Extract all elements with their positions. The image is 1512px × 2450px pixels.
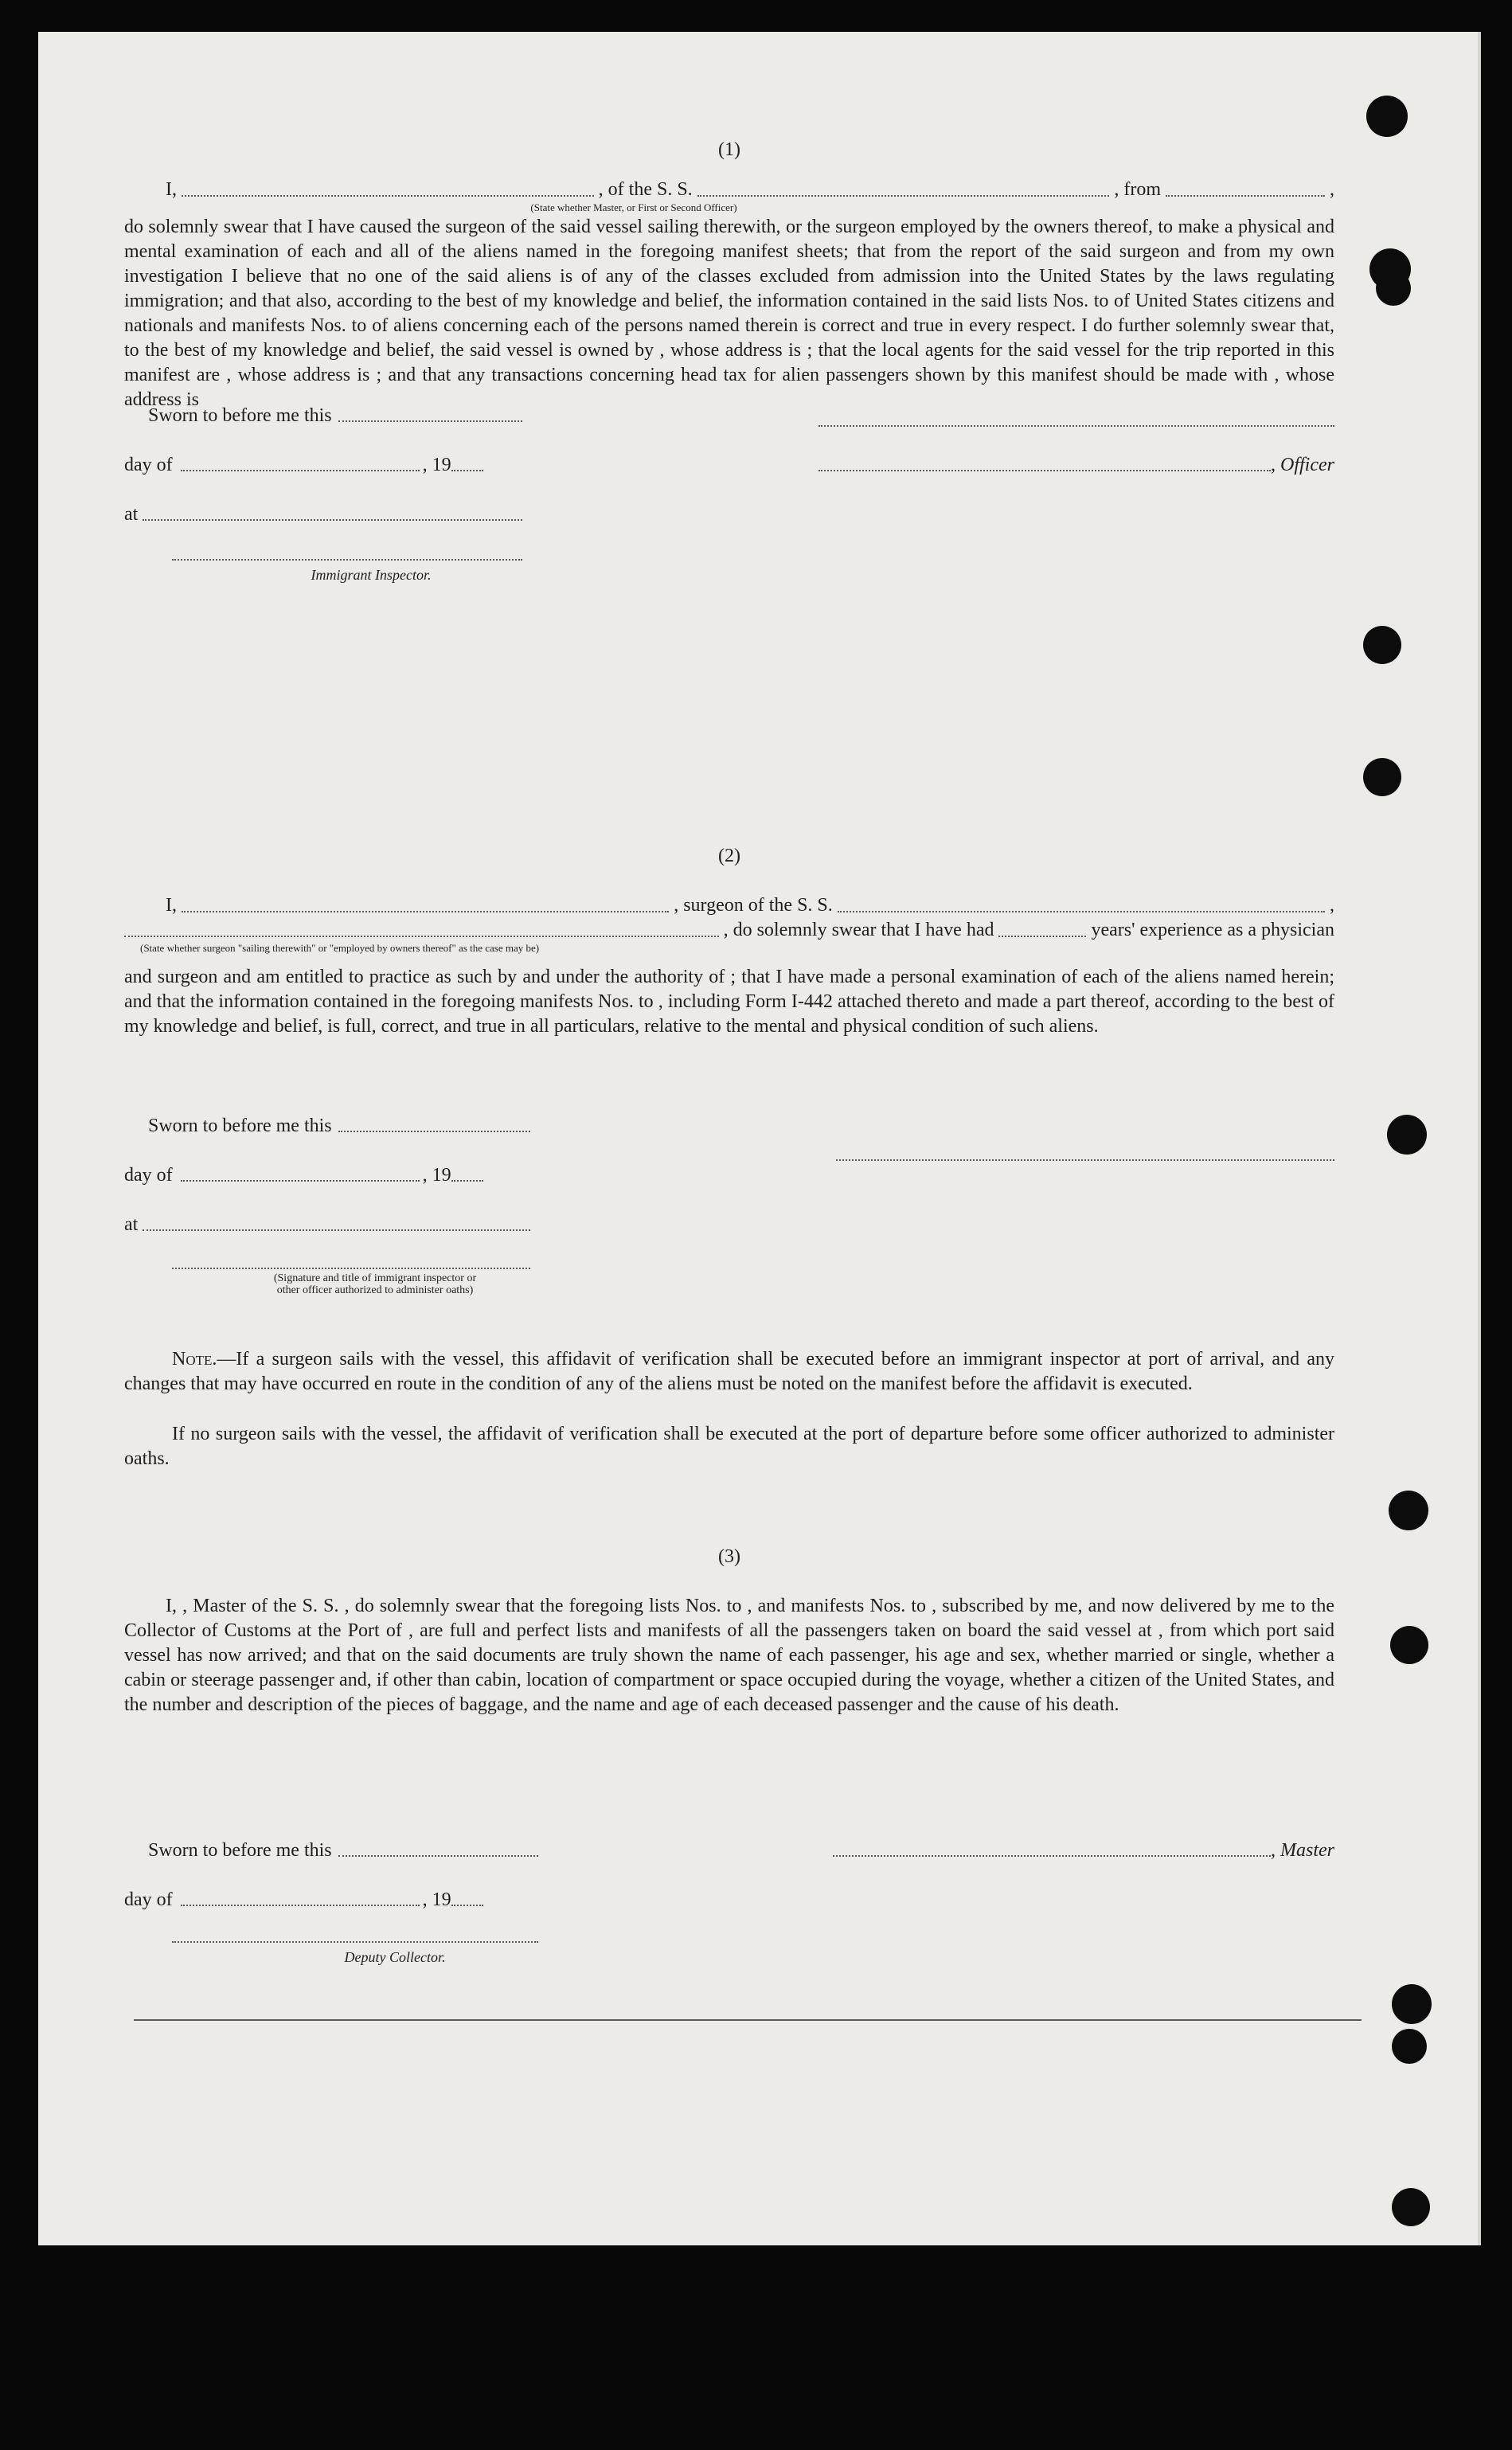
master-signature-block: , Master [833, 1833, 1334, 1862]
name-field [182, 893, 669, 912]
punch-hole [1389, 1491, 1428, 1530]
field-note: (State whether Master, or First or Second Officer) [530, 201, 737, 213]
punch-hole [1363, 758, 1401, 796]
affidavit-body: I, , Master of the S. S. , do solemnly swear that the foregoing lists Nos. to , and manifests Nos. to , subscribed by me, and now delivered by me to the Collector of Customs at the Port of , are full and perfect lists and manifests of all the passengers taken on board the said vessel at , from which port said vessel has now arrived; and that on the said documents are truly shown the name of each passenger, his age and sex, whether married or single, whether a cabin or steerage passenger and, if other than cabin, location of compartment or space occupied during the voyage, whether a citizen of the United States, and the number and description of the pieces of baggage, and the name and age of each deceased passenger and the cause of his death. [124, 1596, 1334, 1715]
year-field [451, 1180, 483, 1182]
signature-caption: other officer authorized to administer oaths) [276, 1284, 474, 1296]
section-number: (2) [718, 846, 740, 866]
punch-hole [1363, 626, 1401, 664]
master-signature-line [833, 1855, 1271, 1857]
vessel-field [697, 178, 1110, 197]
officer-signature-line [172, 1268, 530, 1269]
affidavit-opening-line: I, , of the S. S. , from , (State whether Master, or First or Second Officer) [124, 178, 1334, 213]
note-paragraph: If no surgeon sails with the vessel, the affidavit of verification shall be executed at the port of departure before some officer authorized to administer oaths. [124, 1424, 1334, 1469]
surgeon-type-field [124, 918, 719, 937]
inspector-caption: Immigrant Inspector. [311, 567, 432, 583]
field-note: (State whether surgeon "sailing therewith" or "employed by owners thereof" as the case may be) [140, 942, 540, 954]
sworn-date-field [338, 1131, 530, 1132]
sworn-block: Sworn to before me this day of , 19 at (Signature and title of immigrant inspector or other officer authorized to administer oaths) [124, 1108, 530, 1296]
day-field [181, 470, 420, 471]
sworn-date-field [338, 1855, 538, 1857]
officer-signature-line [819, 470, 1271, 471]
day-field [181, 1180, 420, 1182]
punch-hole [1392, 2188, 1430, 2226]
port-field [1166, 178, 1325, 197]
sworn-date-field [338, 420, 522, 422]
signature-caption: (Signature and title of immigrant inspector or [273, 1272, 477, 1284]
officer-signature-block: , Officer [819, 398, 1334, 476]
section-number: (3) [718, 1546, 740, 1567]
place-field [143, 1229, 530, 1231]
year-field [451, 1905, 483, 1906]
punch-hole [1376, 271, 1411, 306]
affidavit-body: do solemnly swear that I have caused the surgeon of the said vessel sailing therewith, or the surgeon employed by the owners thereof, to make a physical and mental examination of each and all of the aliens named in the foregoing manifest sheets; that from the report of the said surgeon and from my own investigation I believe that no one of the said aliens is of any of the classes excluded from admission into the United States by the laws regulating immigration; and that also, according to the best of my knowledge and belief, the information contained in the said lists Nos. to of United States citizens and nationals and manifests Nos. to of aliens concerning each of the persons named therein is correct and true in every respect. I do further solemnly swear that, to the best of my knowledge and belief, the said vessel is owned by , whose address is ; that the local agents for the said vessel for the trip reported in this manifest are , whose address is ; and that any transactions concerning head tax for alien passengers shown by this manifest should be made with , whose address is [124, 217, 1334, 410]
document-sheet [38, 32, 1478, 2245]
affidavit-opening-line: I, , surgeon of the S. S. , , do solemnly swear that I have had years' experience as a physician (State whether surgeon "sailing therewith" or "employed by owners thereof" as the case may be) [124, 893, 1334, 954]
sworn-block: Sworn to before me this day of , 19 Deputy Collector. [124, 1833, 538, 1966]
deputy-signature-line [172, 1941, 538, 1943]
punch-hole [1390, 1626, 1428, 1664]
sheet-edge [1478, 32, 1481, 2245]
punch-hole [1387, 1115, 1427, 1155]
punch-hole [1392, 1984, 1432, 2024]
sworn-block: Sworn to before me this day of , 19 at Immigrant Inspector. [124, 398, 522, 584]
day-field [181, 1905, 420, 1906]
year-field [451, 470, 483, 471]
place-field [143, 519, 522, 521]
punch-hole [1392, 2029, 1427, 2064]
inspector-signature-line [172, 559, 522, 561]
affidavit-body: and surgeon and am entitled to practice as such by and under the authority of ; that I have made a personal examination of each of the aliens named herein; and that the information contained in the foregoing manifests Nos. to , including Form I-442 attached thereto and made a part thereof, according to the best of my knowledge and belief, is full, correct, and true in all particulars, relative to the mental and physical condition of such aliens. [124, 967, 1334, 1037]
surgeon-signature-line [836, 1159, 1334, 1161]
vessel-field [838, 893, 1325, 912]
punch-hole [1366, 96, 1408, 137]
section-number: (1) [718, 139, 740, 160]
note-paragraph: Note.—If a surgeon sails with the vessel, this affidavit of verification shall be executed before an immigrant inspector at port of arrival, and any changes that may have occurred en route in the condition of any of the aliens must be noted on the manifest before the affidavit is executed. [124, 1349, 1334, 1394]
years-field [998, 918, 1086, 937]
name-field [182, 178, 594, 197]
bottom-rule [134, 2019, 1362, 2021]
deputy-caption: Deputy Collector. [344, 1949, 446, 1965]
